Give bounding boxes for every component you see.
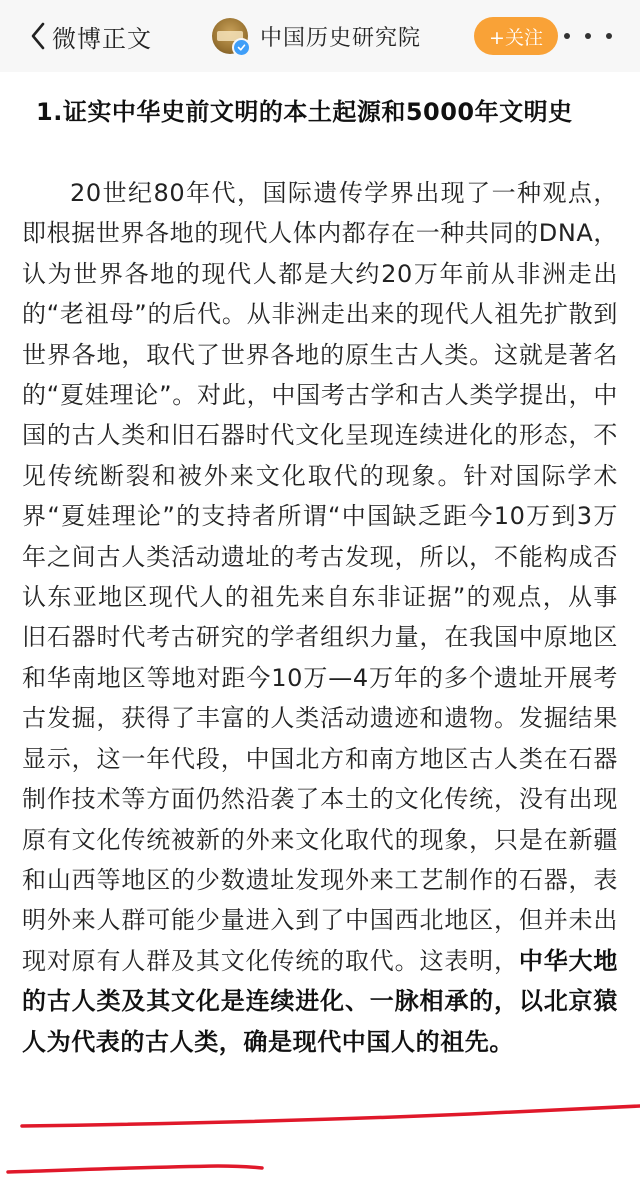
more-dot <box>564 33 570 39</box>
article-bold-conclusion: 中华大地的古人类及其文化是连续进化、一脉相承的，以北京猿人为代表的古人类，确是现代中国人的祖先。 <box>22 946 619 1056</box>
follow-button[interactable]: +关注 <box>474 17 558 55</box>
red-hand-underline <box>0 1090 640 1182</box>
article-text: 20世纪80年代，国际遗传学界出现了一种观点，即根据世界各地的现代人体内都存在一种共同的DNA，认为世界各地的现代人都是大约20万年前从非洲走出的“老祖母”的后代。从非洲走出来的现代人祖先扩散到世界各地，取代了世界各地的原生古人类。这就是著名的“夏娃理论”。对此，中国考古学和古人类学提出，中国的古人类和旧石器时代文化呈现连续进化的形态，不见传统断裂和被外来文化取代的现象。针对国际学术界“夏娃理论”的支持者所谓“中国缺乏距今10万到3万年之间古人类活动遗址的考古发现，所以，不能构成否认东亚地区现代人的祖先来自东非证据”的观点，从事旧石器时代考古研究的学者组织力量，在我国中原地区和华南地区等地对距今10万—4万年的多个遗址开展考古发掘，获得了丰富的人类活动遗迹和遗物。发掘结果显示，这一年代段，中国北方和南方地区古人类在石器制作技术等方面仍然沿袭了本土的文化传统，没有出现原有文化传统被新的外来文化取代的现象，只是在新疆和山西等地区的少数遗址发现外来工艺制作的石器，表明外来人群可能少量进入到了中国西北地区，但并未出现对原有人群及其文化传统的取代。这表明， <box>22 179 618 975</box>
more-dot <box>585 33 591 39</box>
article-body <box>22 173 618 1062</box>
verified-icon <box>232 38 251 57</box>
chevron-left-icon <box>30 22 46 50</box>
account-name[interactable]: 中国历史研究院 <box>260 25 422 51</box>
account-info[interactable] <box>212 16 421 56</box>
back-label: 微博正文 <box>52 24 152 53</box>
top-navigation-bar <box>0 0 640 72</box>
more-icon[interactable] <box>564 24 612 48</box>
avatar[interactable] <box>212 18 248 54</box>
article-title: 1.证实中华史前文明的本土起源和5000年文明史 <box>36 98 573 126</box>
back-button[interactable] <box>30 14 152 58</box>
more-dot <box>606 33 612 39</box>
